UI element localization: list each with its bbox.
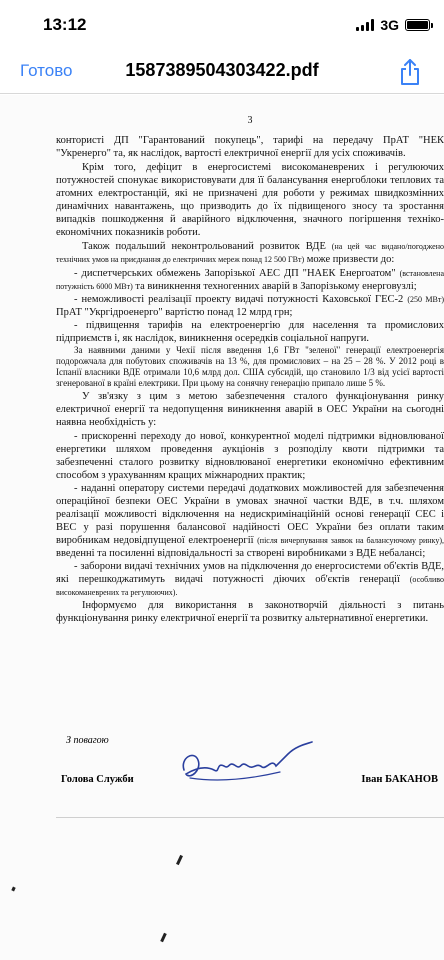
page-number: 3 [247, 115, 253, 126]
signal-icon [356, 19, 374, 31]
status-bar [0, 0, 444, 50]
list-item: - прискоренні переходу до нової, конкурентної моделі підтримки відновлюваної енергетики шляхом проведення аукціонів з розподілу квоти підтримки та забезпеченні сталого розвитку відновлюваної енергетики економічно ефективним способом з урахуванням кращих міжнародних практик; [56, 431, 444, 481]
nav-bar [0, 50, 444, 94]
list-item: - заборони видачі технічних умов на підключення до енергосистеми об'єктів ВДЕ, які перешкоджатимуть видачі потужності діючих об'єктів генерації (особливо високоманеврених та регулюючих). [56, 561, 444, 597]
paragraph-necessity: У зв'язку з цим з метою забезпечення сталого функціонування ринку електричної енергії та недопущення виникнення аварій в ОЕС України на сьогодні наявна необхідність у: [56, 391, 444, 428]
paragraph-deficit: Крім того, дефіцит в енергосистемі високоманеврених і регулюючих потужностей спонукає використовувати для її балансування енергоблоки теплових та атомних електростанцій, які не призначені для роботи у режимах швидкозмінних динамічних навантажень, що призводить до їх підвищеного зносу та зростання випадків пошкодження й аварійного відключення, значного погіршення техніко-економічних показників роботи. [56, 162, 444, 238]
share-icon[interactable] [398, 58, 422, 86]
list-item: - неможливості реалізації проекту видачі потужності Каховської ГЕС-2 (250 МВт) ПрАТ "Укргідроенерго" вартістю понад 12 млрд грн; [56, 294, 444, 318]
scan-mark [11, 887, 15, 892]
signature-image [176, 740, 316, 790]
list-item: - наданні оператору системи передачі додаткових можливостей для забезпечення операційної безпеки ОЕС України в умовах значної частки ВДЕ, в т.ч. шляхом реалізації можливості відключення на недискримінаційній основі генерації СЕС і ВЕС у разі порушення балансової надійності ОЕС України без оплати таким виробникам недовідпущеної електроенергії (після вичерпування заявок на балансуючому ринку), введенні та посиленні відповідальності за створені виробниками з ВДЕ небалансі; [56, 483, 444, 559]
network-type: 3G [380, 17, 399, 33]
done-button[interactable]: Готово [20, 61, 73, 80]
list-item: - підвищення тарифів на електроенергію для населення та промислових підприємств і, як наслідок, виникнення осередків соціальної напруги. [56, 320, 444, 344]
signature-block [56, 735, 444, 792]
scan-mark [160, 933, 167, 942]
list-item: - диспетчерських обмежень Запорізької АЕС ДП "НАЕК Енергоатом" (встановлена потужність 6000 МВт) та виникнення техногенних аварій в Запорізькому енерговузлі; [56, 268, 444, 292]
regards-text: З повагою [66, 735, 109, 746]
paragraph-inform: Інформуємо для використання в законотворчій діяльності з питань функціонування ринку електричної енергії та розвитку альтернативної енергетики. [56, 600, 444, 624]
signature-row [56, 752, 444, 792]
paragraph-vde: Також подальший неконтрольований розвиток ВДЕ (на цей час видано/погоджено технічних умов на приєднання до електричних мереж понад 12 500 ГВт) може призвести до: [56, 241, 444, 265]
document-title: 1587389504303422.pdf [125, 60, 319, 80]
status-time: 13:12 [43, 15, 87, 34]
status-indicators [356, 17, 430, 33]
footnote-data: За наявними даними у Чехії після введення 1,6 ГВт "зеленої" генерації електроенергія подорожчала для побутових споживачів на 13 %, для промислових – на 25 – 28 %. У 2012 році в Іспанії власники ВДЕ отримали 10,6 млрд дол. США субсидій, що становило 1/3 від усієї вартості згенерованої в країні електрики. При цьому на сонячну генерацію припало лише 5 %. [56, 345, 444, 388]
document-viewer[interactable] [0, 95, 444, 960]
document-page [56, 115, 444, 626]
page-divider [56, 817, 444, 818]
scan-mark [176, 855, 183, 865]
signer-title: Голова Служби [61, 774, 134, 785]
battery-icon [405, 19, 430, 31]
paragraph-continuation: контористі ДП "Гарантований покупець", тарифі на передачу ПрАТ "НЕК "Укренерго" та, як наслідок, вартості електричної енергії для усіх споживачів. [56, 135, 444, 159]
signer-name: Іван БАКАНОВ [361, 774, 438, 785]
